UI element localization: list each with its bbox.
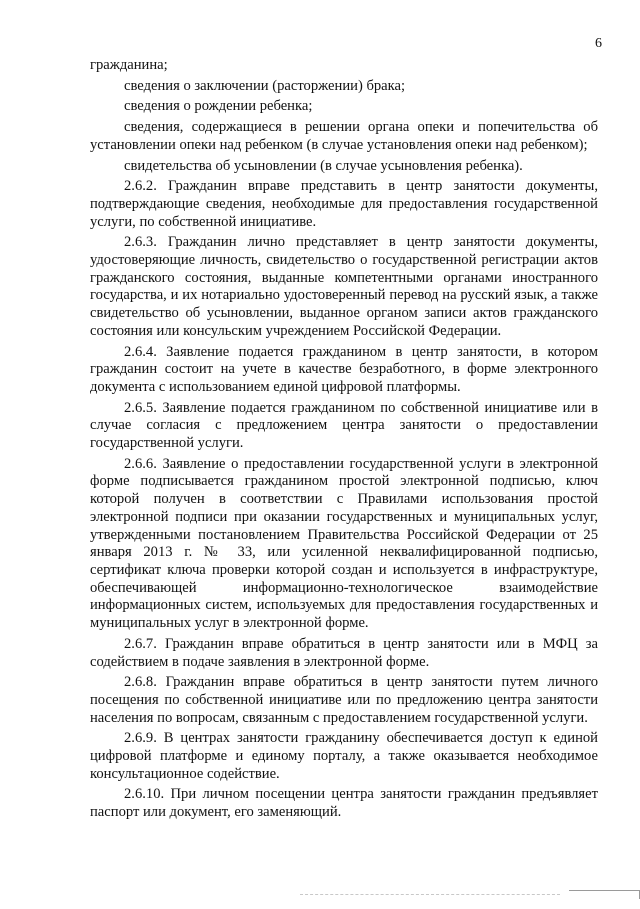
paragraph-2-6-3: 2.6.3. Гражданин лично представляет в центр занятости документы, удостоверяющие личность, свидетельство о государственной регистрации актов гражданского состояния, выданные компетентными органами иностранного государства, и их нотариально удостоверенный перевод на русский язык, а также свидетельство об усыновлении, выданное органом записи актов гражданского состояния или консульским учреждением Российской Федерации.: [90, 234, 598, 339]
paragraph-list-item: сведения о заключении (расторжении) брака;: [124, 77, 406, 94]
paragraph-2-6-5: 2.6.5. Заявление подается гражданином по собственной инициативе или в случае согласия с предложением центра занятости о предоставлении государственной услуги.: [90, 399, 598, 452]
paragraph-list-item: свидетельства об усыновлении (в случае усыновления ребенка).: [124, 157, 523, 174]
scan-artifact-line: [300, 894, 560, 895]
paragraph-list-item: сведения о рождении ребенка;: [124, 98, 313, 115]
paragraph-2-6-4: 2.6.4. Заявление подается гражданином в центр занятости, в котором гражданин состоит на учете в качестве безработного, в форме электронного документа с использованием единой цифровой платформы.: [90, 343, 598, 395]
page-number: 6: [595, 36, 602, 51]
paragraph-list-item: сведения, содержащиеся в решении органа опеки и попечительства об установлении опеки над ребенком (в случае установления опеки над ребенком);: [90, 119, 598, 153]
paragraph-2-6-9: 2.6.9. В центрах занятости гражданину обеспечивается доступ к единой цифровой платформе и единому порталу, а также оказывается необходимое консультационное содействие.: [90, 730, 598, 782]
paragraph-2-6-6: 2.6.6. Заявление о предоставлении государственной услуги в электронной форме подписывается гражданином простой электронной подписью, ключ которой получен в соответствии с Правилами использования простой электронной подписи при оказании государственных и муниципальных услуг, утвержденными постановлением Правительства Российской Федерации от 25 января 2013 г. № 33, или усиленной неквалифицированной подписью, сертификат ключа проверки которой создан и используется в инфраструктуре, обеспечивающей информационно-технологическое взаимодействие информационных систем, используемых для предоставления государственных и муниципальных услуг в электронной форме.: [90, 455, 598, 632]
document-body: [90, 57, 598, 825]
paragraph-2-6-8: 2.6.8. Гражданин вправе обратиться в центр занятости путем личного посещения по собственной инициативе или по предложению центра занятости населения по вопросам, связанным с предоставлением государственной услуги.: [90, 674, 598, 726]
scan-artifact-corner: [569, 890, 640, 899]
paragraph-2-6-2: 2.6.2. Гражданин вправе представить в центр занятости документы, подтверждающие сведения, необходимые для предоставления государственной услуги, по собственной инициативе.: [90, 178, 598, 230]
paragraph-continuation: гражданина;: [90, 57, 168, 73]
paragraph-2-6-7: 2.6.7. Гражданин вправе обратиться в центр занятости или в МФЦ за содействием в подаче заявления в электронной форме.: [90, 635, 598, 670]
paragraph-2-6-10: 2.6.10. При личном посещении центра занятости гражданин предъявляет паспорт или документ, его заменяющий.: [90, 786, 598, 821]
